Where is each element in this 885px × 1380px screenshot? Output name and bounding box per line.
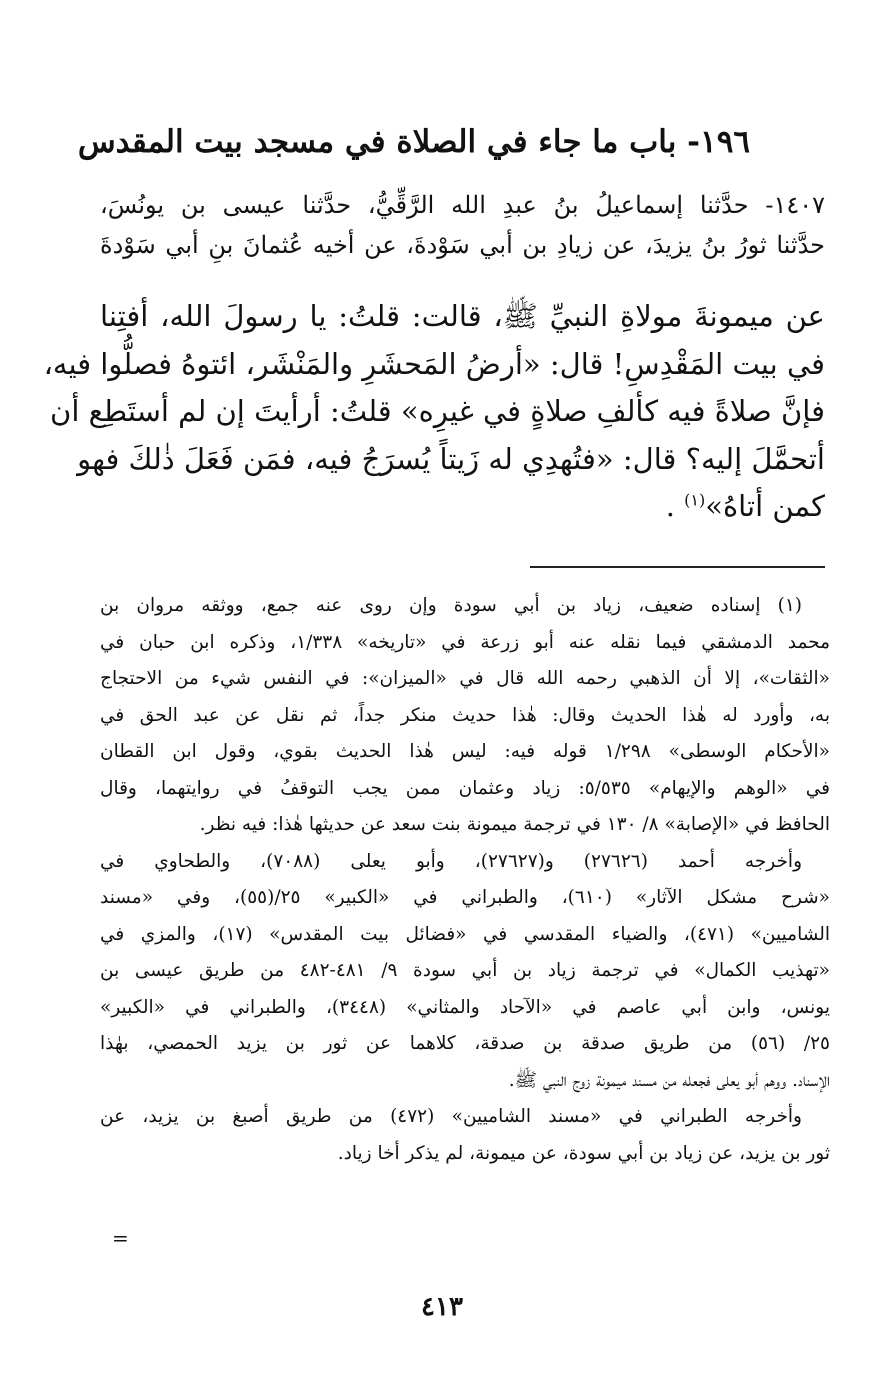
hadith-line: في بيت المَقْدِسِ! قال: «أرضُ المَحشَرِ والمَنْشَر، ائتوهُ فصلُّوا فيه، [43,346,825,381]
hadith-line-text: كمن أتاهُ» [705,489,825,523]
chain-line: حدَّثنا ثورُ بنُ يزيدَ، عن زيادِ بن أبي سَوْدةَ، عن أخيه عُثمانَ بنِ أبي سَوْدةَ [100,231,825,259]
footnote-line: «شرح مشكل الآثار» (٦١٠)، والطبراني في «الكبير» ٢٥/(٥٥)، وفي «مسند [100,887,830,908]
footnote-line: وأخرجه الطبراني في «مسند الشاميين» (٤٧٢) من طريق أصبغ بن يزيد، عن [100,1106,802,1127]
footnote-line: وأخرجه أحمد (٢٧٦٢٦) و(٢٧٦٢٧)، وأبو يعلى (٧٠٨٨)، والطحاوي في [100,850,803,872]
footnote-line: «الثقات»، إلا أن الذهبي رحمه الله قال في «الميزان»: في النفس شيء من الاحتجاج [100,668,830,689]
continuation-mark: = [112,1226,129,1250]
footnote-line: الشاميين» (٤٧١)، والضياء المقدسي في «فضائل بيت المقدس» (١٧)، والمزي في [100,923,830,945]
footnote-separator [530,566,825,568]
footnote-line: الإسناد. ووهم أبو يعلى فجعله من مسند ميمونة زوج النبي ﷺ. [508,1069,830,1091]
hadith-chain [100,185,825,265]
footnote-line: (١) إسناده ضعيف، زياد بن أبي سودة وإن روى عنه جمع، ووثقه مروان بن [100,595,802,616]
footnote-line: محمد الدمشقي فيما نقله عنه أبو زرعة في «تاريخه» ١/٣٣٨، وذكره ابن حبان في [100,631,831,653]
footnote-line: الحافظ في «الإصابة» ٨/ ١٣٠ في ترجمة ميمونة بنت سعد عن حديثها هٰذا: فيه نظر. [199,814,830,835]
footnote-line: «الأحكام الوسطى» ١/٢٩٨ قوله فيه: ليس هٰذا الحديث بقوي، وقول ابن القطان [100,741,831,762]
hadith-line-last [100,483,825,531]
footnote-line: في «الوهم والإيهام» ٥/٥٣٥: زياد وعثمان ممن يجب التوقفُ في روايتهما، وقال [100,777,830,799]
hadith-line: عن ميمونةَ مولاةِ النبيِّ ﷺ، قالت: قلتُ: يا رسولَ الله، أفتِنا [100,299,825,333]
footnote-line: «تهذيب الكمال» في ترجمة زياد بن أبي سودة ٩/ ٤٨١-٤٨٢ من طريق عيسى بن [100,960,830,981]
chain-line: ١٤٠٧- حدَّثنا إسماعيلُ بنُ عبدِ الله الرَّقِّيُّ، حدَّثنا عيسى بن يونُسَ، [100,191,825,219]
chapter-heading: ١٩٦- باب ما جاء في الصلاة في مسجد بيت المقدس [77,124,750,160]
footnotes [100,588,830,1172]
hadith-text [43,293,825,531]
footnote-line: به، وأورد له هٰذا الحديث وقال: هٰذا حديث منكر جداً، ثم نقل عن عبد الحق في [100,704,830,726]
footnote-line: ثور بن يزيد، عن زياد بن أبي سودة، عن ميمونة، لم يذكر أخا زياد. [337,1142,830,1164]
footnote-line: يونس، وابن أبي عاصم في «الآحاد والمثاني» (٣٤٤٨)، والطبراني في «الكبير» [100,996,830,1018]
final-period: . [665,489,675,523]
footnote-line: ٢٥/ (٥٦) من طريق صدقة بن صدقة، كلاهما عن ثور بن يزيد الحمصي، بهٰذا [100,1033,830,1054]
hadith-line: فإنَّ صلاةً فيه كألفِ صلاةٍ في غيرِه» قلتُ: أرأيتَ إن لم أستَطِع أن [50,394,825,428]
hadith-line: أتحمَّلَ إليه؟ قال: «فتُهدِي له زَيتاً يُسرَجُ فيه، فمَن فَعَلَ ذٰلكَ فهو [77,441,825,476]
page-number: ٤١٣ [421,1292,463,1322]
footnote-reference: (١) [684,490,706,510]
